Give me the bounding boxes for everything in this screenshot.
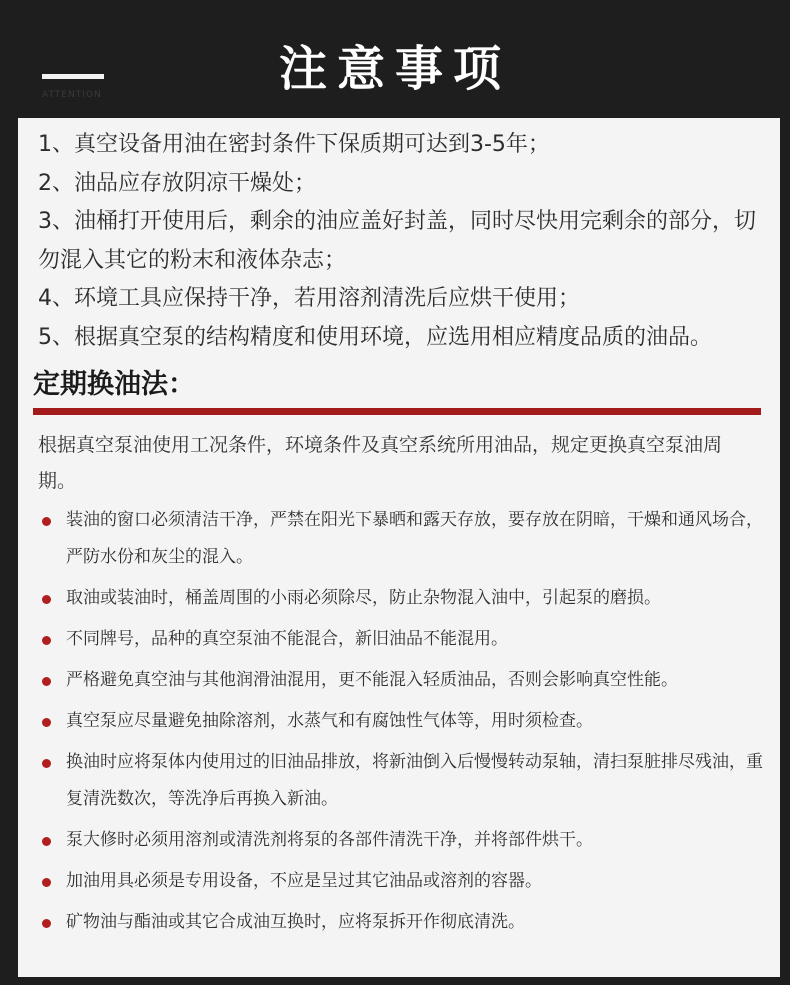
section-title: 定期换油法： — [33, 369, 195, 400]
list-item — [38, 863, 768, 900]
bullet-dot-icon — [42, 759, 51, 768]
notice-item: 4、环境工具应保持干净，若用溶剂清洗后应烘干使用； — [38, 286, 580, 311]
page-header — [0, 0, 790, 118]
bullet-dot-icon — [42, 837, 51, 846]
list-item-text: 严格避免真空油与其他润滑油混用，更不能混入轻质油品，否则会影响真空性能。 — [66, 670, 678, 690]
section-intro: 根据真空泵油使用工况条件，环境条件及真空系统所用油品，规定更换真空泵油周期。 — [38, 434, 723, 492]
list-item-text: 取油或装油时，桶盖周围的小雨必须除尽，防止杂物混入油中，引起泵的磨损。 — [66, 588, 661, 608]
bullet-dot-icon — [42, 595, 51, 604]
list-item — [38, 662, 768, 699]
list-item-text: 真空泵应尽量避免抽除溶剂，水蒸气和有腐蚀性气体等，用时须检查。 — [66, 711, 593, 731]
bottom-frame — [18, 977, 780, 985]
bullet-dot-icon — [42, 677, 51, 686]
content-panel — [18, 118, 780, 978]
bullet-list — [38, 502, 768, 945]
list-item-text: 加油用具必须是专用设备，不应是呈过其它油品或溶剂的容器。 — [66, 871, 542, 891]
notice-item: 3、油桶打开使用后，剩余的油应盖好封盖，同时尽快用完剩余的部分，切勿混入其它的粉末和液体杂志； — [38, 209, 756, 273]
notice-item: 1、真空设备用油在密封条件下保质期可达到3-5年； — [38, 132, 550, 157]
list-item-text: 换油时应将泵体内使用过的旧油品排放，将新油倒入后慢慢转动泵轴，清扫泵脏排尽残油，重复清洗数次，等洗净后再换入新油。 — [66, 752, 763, 809]
list-item — [38, 744, 768, 818]
list-item — [38, 822, 768, 859]
bullet-dot-icon — [42, 718, 51, 727]
notice-item: 5、根据真空泵的结构精度和使用环境，应选用相应精度品质的油品。 — [38, 324, 712, 350]
list-item — [38, 703, 768, 740]
list-item-text: 装油的窗口必须清洁干净，严禁在阳光下暴晒和露天存放，要存放在阴暗，干燥和通风场合，严防水份和灰尘的混入。 — [66, 510, 763, 567]
list-item — [38, 621, 768, 658]
list-item-text: 矿物油与酯油或其它合成油互换时，应将泵拆开作彻底清洗。 — [66, 912, 525, 932]
notice-list — [38, 126, 768, 357]
bullet-dot-icon — [42, 636, 51, 645]
bullet-dot-icon — [42, 919, 51, 928]
header-subtitle: ATTENTION — [42, 90, 102, 100]
list-item-text: 泵大修时必须用溶剂或清洗剂将泵的各部件清洗干净，并将部件烘干。 — [66, 830, 593, 850]
list-item — [38, 580, 768, 617]
list-item — [38, 502, 768, 576]
notice-item: 2、油品应存放阴凉干燥处； — [38, 170, 316, 196]
list-item-text: 不同牌号，品种的真空泵油不能混合，新旧油品不能混用。 — [66, 629, 508, 649]
section-divider — [33, 408, 761, 415]
page-title: 注意事项 — [278, 41, 511, 97]
bullet-dot-icon — [42, 878, 51, 887]
list-item — [38, 904, 768, 941]
bullet-dot-icon — [42, 517, 51, 526]
